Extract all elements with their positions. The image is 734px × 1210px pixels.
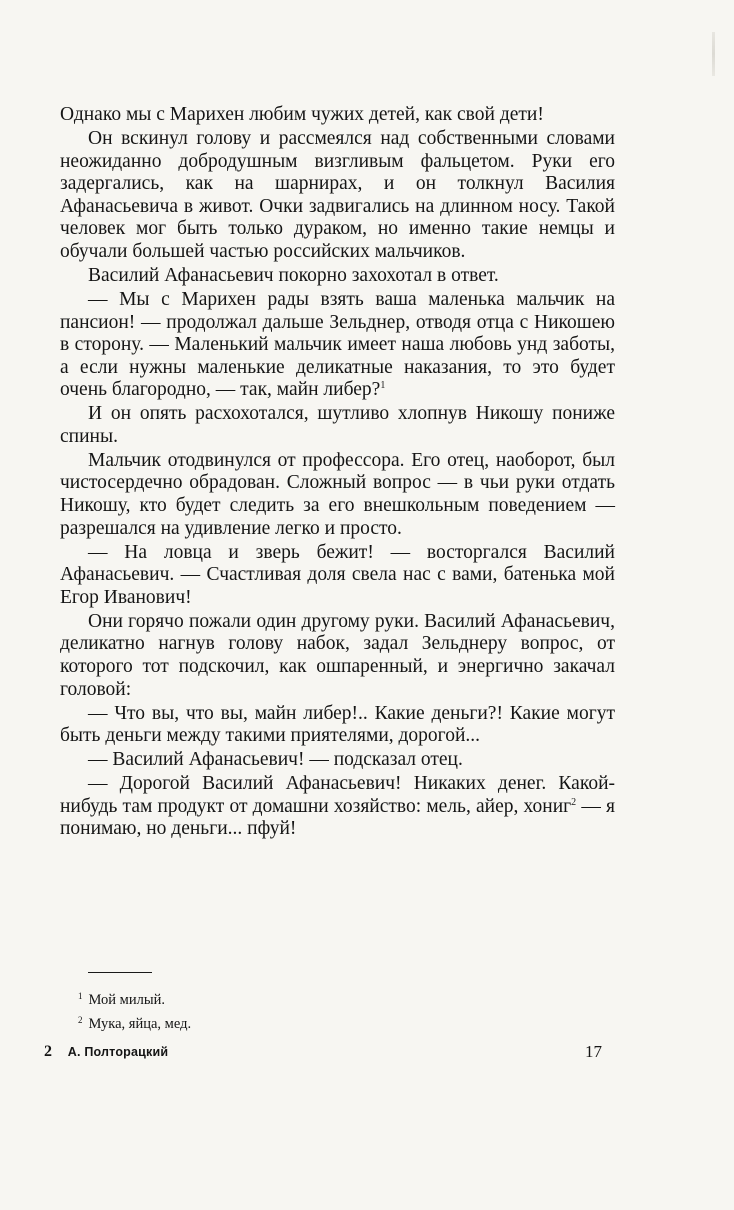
footnotes bbox=[78, 986, 378, 1034]
paragraph-3: Василий Афанасьевич покорно захохотал в ответ. bbox=[88, 264, 499, 286]
footnote-mark: 1 bbox=[78, 991, 83, 1001]
page-footer bbox=[44, 1040, 604, 1064]
paragraph-7: — На ловца и зверь бежит! — восторгался Василий Афанасьевич. — Счастливая доля свела нас с вами, батенька мой Егор Иванович! bbox=[60, 541, 615, 608]
footnote-2 bbox=[78, 1010, 378, 1034]
signature-number: 2 bbox=[44, 1043, 52, 1060]
paragraph-6: Мальчик отодвинулся от профессора. Его отец, наоборот, был чистосердечно обрадован. Сложный вопрос — в чьи руки отдать Никошу, кто будет следить за его внешкольным поведением — разрешался на удивление легко и просто. bbox=[60, 449, 615, 539]
paragraph-1: Однако мы с Марихен любим чужих детей, как свой дети! bbox=[60, 104, 544, 125]
paragraph-11: — Дорогой Василий Афанасьевич! Никаких денег. Какой-нибудь там продукт от домашни хозяйство: мель, айер, хониг$^2$ — я понимаю, но деньги... пфуй! bbox=[60, 773, 615, 840]
paragraph-5: И он опять расхохотался, шутливо хлопнув Никошу пониже спины. bbox=[60, 403, 615, 447]
body-text bbox=[60, 104, 615, 842]
footnote-1 bbox=[78, 986, 378, 1010]
page-number: 17 bbox=[585, 1042, 602, 1061]
footnote-divider bbox=[88, 972, 152, 973]
scan-margin-mark bbox=[712, 32, 715, 76]
footnote-ref-1: 1 bbox=[380, 380, 386, 392]
paragraph-8: Они горячо пожали один другому руки. Василий Афанасьевич, деликатно нагнув голову набок, задал Зельднеру вопрос, от которого тот подскочил, как ошпаренный, и энергично закачал головой: bbox=[60, 610, 615, 700]
footnote-text: Мой милый. bbox=[88, 992, 165, 1008]
paragraph-4: — Мы с Марихен рады взять ваша маленька мальчик на пансион! — продолжал дальше Зельднер, отводя отца с Никошею в сторону. — Маленький мальчик имеет наша любовь унд заботы, а если нужны маленькие деликатные наказания, то это будет очень благородно, — так, майн либер?$^1$ bbox=[60, 288, 615, 401]
paragraph-10: — Василий Афанасьевич! — подсказал отец. bbox=[88, 749, 463, 771]
footnote-ref-2: 2 bbox=[571, 796, 577, 808]
paragraph-2: Он вскинул голову и рассмеялся над собственными словами неожиданно добродушным визгливым фальцетом. Руки его задергались, как на шарнирах, и он толкнул Василия Афанасьевича в живот. Очки задвигались на длинном носу. Такой человек мог быть только дураком, но именно такие немцы и обучали большей частью российских мальчиков. bbox=[60, 127, 615, 262]
printer-signature bbox=[44, 1043, 168, 1061]
signature-author: А. Полторацкий bbox=[67, 1045, 169, 1059]
footnote-mark: 2 bbox=[78, 1015, 83, 1025]
paragraph-9: — Что вы, что вы, майн либер!.. Какие деньги?! Какие могут быть деньги между такими приятелями, дорогой... bbox=[60, 702, 615, 747]
footnote-text: Мука, яйца, мед. bbox=[88, 1016, 192, 1032]
